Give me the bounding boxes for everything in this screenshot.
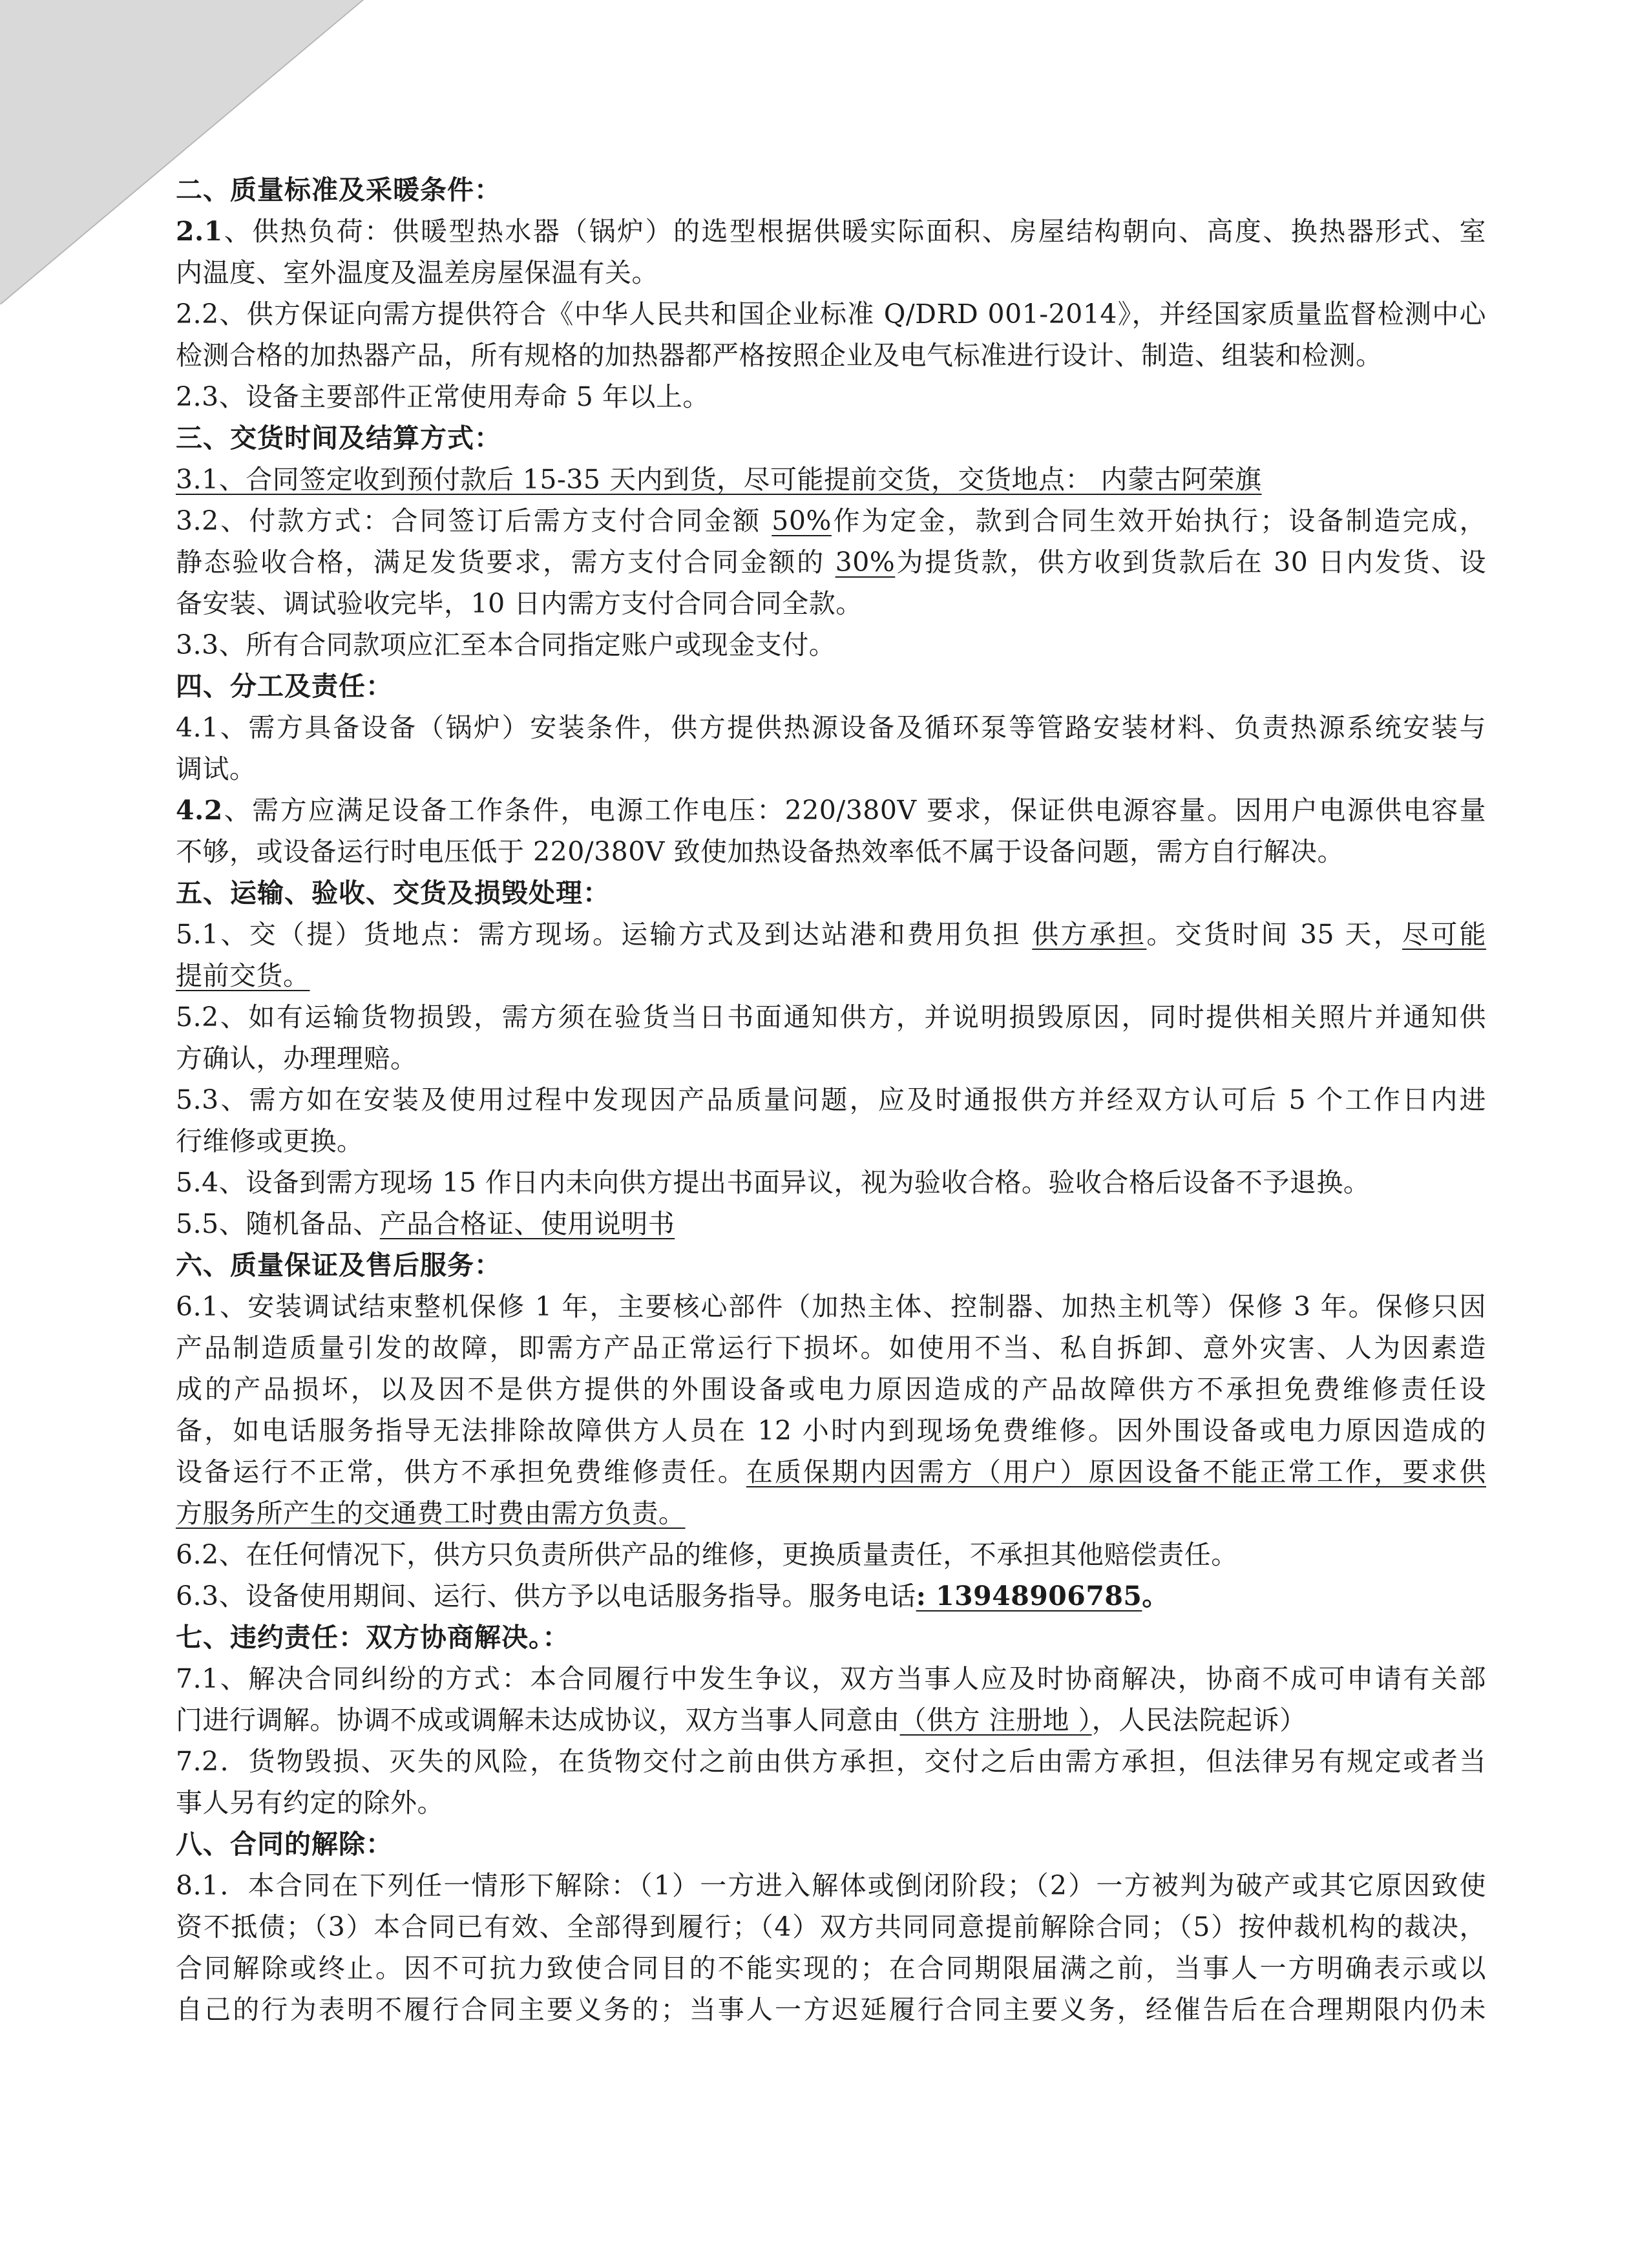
clause-8-1-line-2: 资不抵债；（3）本合同已有效、全部得到履行；（4）双方共同同意提前解除合同；（5）按仲裁机构的裁决， <box>176 1911 1486 1942</box>
clause-2-1-line-1 <box>176 211 1486 252</box>
clause-8-1-line-3: 合同解除或终止。因不可抗力致使合同目的不能实现的；在合同期限届满之前，当事人一方明确表示或以 <box>176 1953 1486 1984</box>
clause-4-2-line-1 <box>176 790 1486 831</box>
clause-text: 、需方应满足设备工作条件，电源工作电压：220/380V 要求，保证供电源容量。因用户电源供电容量 <box>222 795 1486 826</box>
clause-text: 为提货款，供方收到货款后在 30 日内发货、设 <box>895 547 1487 578</box>
clause-6-1-line-4: 备，如电话服务指导无法排除故障供方人员在 12 小时内到现场免费维修。因外围设备或电力原因造成的 <box>176 1415 1486 1446</box>
clause-3-2-line-3: 备安装、调试验收完毕，10 日内需方支付合同合同全款。 <box>176 588 863 619</box>
section-4-heading: 四、分工及责任： <box>176 671 393 702</box>
clause-text: 。 <box>1142 1580 1169 1612</box>
clause-7-2-line-1: 7.2．货物毁损、灭失的风险，在货物交付之前由供方承担，交付之后由需方承担，但法律另有规定或者当 <box>176 1746 1486 1777</box>
contract-page <box>176 169 1486 2030</box>
deposit-percent: 50% <box>772 505 832 536</box>
clause-4-1-line-1: 4.1、需方具备设备（锅炉）安装条件，供方提供热源设备及循环泵等管路安装材料、负责热源系统安装与 <box>176 712 1486 743</box>
clause-5-2-line-2: 方确认，办理理赔。 <box>176 1043 417 1074</box>
section-2-heading: 二、质量标准及采暖条件： <box>176 174 501 205</box>
clause-6-1-line-2: 产品制造质量引发的故障，即需方产品正常运行下损坏。如使用不当、私自拆卸、意外灾害、人为因素造 <box>176 1332 1486 1363</box>
clause-3-1: 3.1、合同签定收到预付款后 15-35 天内到货，尽可能提前交货，交货地点： 内蒙古阿荣旗 <box>176 464 1262 495</box>
delivery-percent: 30% <box>835 547 896 578</box>
freight-bearer: 供方承担 <box>1032 919 1147 950</box>
clause-4-1-line-2: 调试。 <box>176 753 257 784</box>
accessories-list: 产品合格证、使用说明书 <box>379 1208 675 1239</box>
clause-6-1-line-6: 方服务所产生的交通费工时费由需方负责。 <box>176 1498 686 1529</box>
clause-text: 设备运行不正常，供方不承担免费维修责任。 <box>176 1456 746 1487</box>
clause-8-1-line-4: 自己的行为表明不履行合同主要义务的；当事人一方迟延履行合同主要义务，经催告后在合理期限内仍未 <box>176 1994 1486 2025</box>
clause-3-3: 3.3、所有合同款项应汇至本合同指定账户或现金支付。 <box>176 629 836 660</box>
section-6-heading: 六、质量保证及售后服务： <box>176 1250 501 1281</box>
clause-7-2-line-2: 事人另有约定的除外。 <box>176 1787 444 1818</box>
clause-text: 、供热负荷：供暖型热水器（锅炉）的选型根据供暖实际面积、房屋结构朝向、高度、换热器形式、室 <box>222 216 1486 247</box>
clause-2-1-line-2: 内温度、室外温度及温差房屋保温有关。 <box>176 257 658 288</box>
clause-5-2-line-1: 5.2、如有运输货物损毁，需方须在验货当日书面通知供方，并说明损毁原因，同时提供相关照片并通知供 <box>176 1002 1486 1033</box>
clause-text: 静态验收合格，满足发货要求，需方支付合同金额的 <box>176 547 835 578</box>
clause-6-2: 6.2、在任何情况下，供方只负责所供产品的维修，更换质量责任，不承担其他赔偿责任。 <box>176 1539 1238 1570</box>
clause-5-3-line-1: 5.3、需方如在安装及使用过程中发现因产品质量问题，应及时通报供方并经双方认可后 5 个工作日内进 <box>176 1084 1486 1115</box>
clause-7-1-line-2 <box>176 1699 1486 1741</box>
clause-8-1-line-1: 8.1．本合同在下列任一情形下解除：（1）一方进入解体或倒闭阶段；（2）一方被判为破产或其它原因致使 <box>176 1870 1486 1901</box>
clause-7-1-line-1: 7.1、解决合同纠纷的方式：本合同履行中发生争议，双方当事人应及时协商解决，协商不成可申请有关部 <box>176 1663 1486 1694</box>
clause-6-1-line-5 <box>176 1451 1486 1493</box>
delivery-note: 尽可能 <box>1402 919 1487 950</box>
clause-6-1-line-1: 6.1、安装调试结束整机保修 1 年，主要核心部件（加热主体、控制器、加热主机等）保修 3 年。保修只因 <box>176 1291 1486 1322</box>
clause-5-1-line-1 <box>176 914 1486 955</box>
clause-number: 4.2 <box>176 795 223 826</box>
clause-5-1-line-2: 提前交货。 <box>176 960 310 991</box>
clause-text: 5.1、交（提）货地点：需方现场。运输方式及到达站港和费用负担 <box>176 919 1033 950</box>
clause-5-5 <box>176 1203 1486 1244</box>
clause-3-2-line-2 <box>176 541 1486 583</box>
section-8-heading: 八、合同的解除： <box>176 1829 393 1860</box>
clause-text: 作为定金，款到合同生效开始执行；设备制造完成， <box>831 505 1486 536</box>
clause-6-1-line-3: 成的产品损坏，以及因不是供方提供的外围设备或电力原因造成的产品故障供方不承担免费维修责任设 <box>176 1374 1486 1405</box>
jurisdiction: （供方 注册地 ） <box>899 1705 1092 1736</box>
clause-number: 2.1 <box>176 216 223 247</box>
section-5-heading: 五、运输、验收、交货及损毁处理： <box>176 877 610 908</box>
clause-2-3: 2.3、设备主要部件正常使用寿命 5 年以上。 <box>176 381 709 412</box>
clause-text: 3.2、付款方式：合同签订后需方支付合同金额 <box>176 505 772 536</box>
clause-text: 6.3、设备使用期间、运行、供方予以电话服务指导。服务电话 <box>176 1580 916 1612</box>
clause-2-2-line-2: 检测合格的加热器产品，所有规格的加热器都严格按照企业及电气标准进行设计、制造、组装和检测。 <box>176 340 1383 371</box>
clause-5-3-line-2: 行维修或更换。 <box>176 1126 364 1157</box>
clause-6-3 <box>176 1575 1486 1617</box>
clause-2-2-line-1: 2.2、供方保证向需方提供符合《中华人民共和国企业标准 Q/DRD 001-2014》，并经国家质量监督检测中心 <box>176 299 1486 330</box>
section-7-heading: 七、违约责任：双方协商解决。： <box>176 1622 570 1653</box>
clause-text: ，人民法院起诉） <box>1091 1705 1307 1736</box>
clause-5-4: 5.4、设备到需方现场 15 作日内未向供方提出书面异议，视为验收合格。验收合格后设备不予退换。 <box>176 1167 1371 1198</box>
clause-text: 。交货时间 35 天， <box>1146 919 1402 950</box>
service-phone: : 13948906785 <box>916 1580 1142 1612</box>
section-3-heading: 三、交货时间及结算方式： <box>176 423 501 454</box>
clause-text: 门进行调解。协调不成或调解未达成协议，双方当事人同意由 <box>176 1705 900 1736</box>
clause-text: 5.5、随机备品、 <box>176 1208 380 1239</box>
clause-4-2-line-2: 不够，或设备运行时电压低于 220/380V 致使加热设备热效率低不属于设备问题，需方自行解决。 <box>176 836 1344 867</box>
warranty-exclusion: 在质保期内因需方（用户）原因设备不能正常工作，要求供 <box>746 1456 1486 1487</box>
clause-3-2-line-1 <box>176 500 1486 541</box>
